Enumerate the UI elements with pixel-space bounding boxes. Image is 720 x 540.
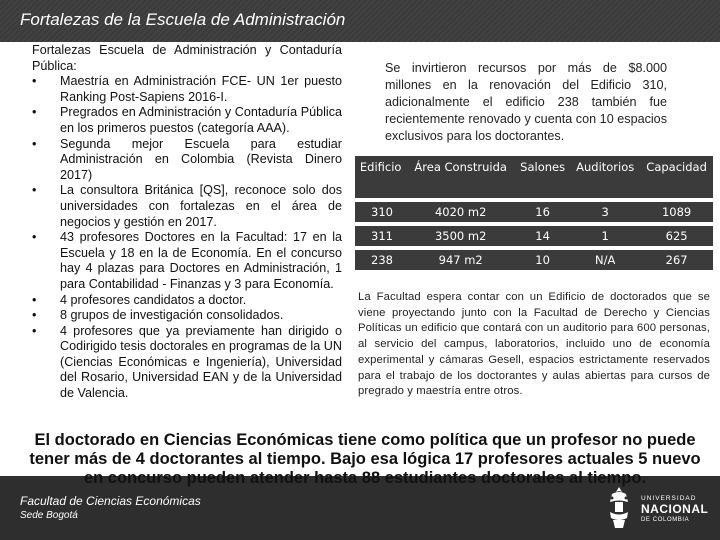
table-cell: 3 xyxy=(570,202,640,222)
policy-banner: El doctorado en Ciencias Económicas tiene como política que un profesor no puede tener más de 4 doctorantes al tiempo. Bajo esa lógica 17 profesores actuales 5 nuevo en concurso pueden atender hasta 88 estudiantes doctorales al tiempo. xyxy=(29,431,701,487)
university-seal-icon xyxy=(604,484,634,532)
bullet-icon: • xyxy=(32,323,37,338)
table-row xyxy=(355,226,713,246)
bullet-icon: • xyxy=(32,183,37,198)
bullet-icon: • xyxy=(32,308,37,323)
table-cell: 625 xyxy=(640,226,713,246)
table-cell: 238 xyxy=(355,250,406,270)
col-header-auditorios: Auditorios xyxy=(570,156,640,198)
bullet-icon: • xyxy=(32,74,37,89)
page-title: Fortalezas de la Escuela de Administración xyxy=(20,10,346,29)
strengths-list xyxy=(32,74,342,401)
table-cell: 10 xyxy=(515,250,570,270)
col-header-salones: Salones xyxy=(515,156,570,198)
list-item: • 4 profesores que ya previamente han dirigido o Codirigido tesis doctorales en programas de la UN (Ciencias Económicas e Ingeniería), Universidad del Rosario, Universidad EAN y de la Universidad de Valencia. xyxy=(32,323,342,401)
table-cell: N/A xyxy=(570,250,640,270)
faculty-name: Facultad de Ciencias Económicas xyxy=(20,494,201,508)
bullet-icon: • xyxy=(32,230,37,245)
list-item: • La consultora Británica [QS], reconoce solo dos universidades con fortalezas en el área de negocios y gestión en 2017. xyxy=(32,183,342,229)
col-header-edificio: Edificio xyxy=(355,156,406,198)
bullet-icon: • xyxy=(32,136,37,151)
list-item: • Pregrados en Administración y Contaduría Pública en los primeros puestos (categoría AAA). xyxy=(32,105,342,135)
list-item: • 4 profesores candidatos a doctor. xyxy=(32,292,247,307)
bullet-icon: • xyxy=(32,292,37,307)
col-header-capacidad: Capacidad xyxy=(640,156,713,198)
campus-name: Sede Bogotá xyxy=(20,510,78,521)
table-cell: 310 xyxy=(355,202,406,222)
list-item: • Maestría en Administración FCE- UN 1er puesto Ranking Post-Sapiens 2016-I. xyxy=(32,74,342,104)
table-cell: 1089 xyxy=(640,202,713,222)
table-cell: 311 xyxy=(355,226,406,246)
table-cell: 1 xyxy=(570,226,640,246)
strengths-column xyxy=(32,43,342,402)
bullet-icon: • xyxy=(32,105,37,120)
col-header-area: Área Construida xyxy=(406,156,515,198)
table-cell: 267 xyxy=(640,250,713,270)
investment-text: Se invirtieron recursos por más de $8.000 millones en la renovación del Edificio 310, adicionalmente el edificio 238 también fue recientemente renovado y cuenta con 10 espacios exclusivos para los doctorantes. xyxy=(385,61,667,143)
table-row xyxy=(355,250,713,270)
table-cell: 16 xyxy=(515,202,570,222)
title-bar xyxy=(0,0,720,42)
table-row xyxy=(355,202,713,222)
strengths-intro: Fortalezas Escuela de Administración y Contaduría Pública: xyxy=(32,43,342,73)
table-header-row xyxy=(355,156,713,198)
list-item: • 8 grupos de investigación consolidados. xyxy=(32,308,284,323)
list-item: • Segunda mejor Escuela para estudiar Administración en Colombia (Revista Dinero 2017) xyxy=(32,136,342,182)
table-cell: 3500 m2 xyxy=(406,226,515,246)
table-cell: 4020 m2 xyxy=(406,202,515,222)
table-cell: 947 m2 xyxy=(406,250,515,270)
list-item: • 43 profesores Doctores en la Facultad: 17 en la Escuela y 18 en la de Economía. En el concurso hay 4 plazas para Doctores en Administración, 1 para Contabilidad - Finanzas y 3 para Economía. xyxy=(32,230,342,291)
doctoral-building-text: La Facultad espera contar con un Edificio de doctorados que se viene proyectando junto con la Facultad de Derecho y Ciencias Políticas un edificio que contará con un auditorio para 600 personas, al servicio del campus, laboratorios, incluido uno de economía experimental y cámaras Gesell, espacios estrictamente reservados para el trabajo de los doctorantes y aulas abiertas para cursos de pregrado y maestría entre otros. xyxy=(358,291,710,398)
university-logo-text: UNIVERSIDAD NACIONAL DE COLOMBIA xyxy=(641,495,709,523)
table-cell: 14 xyxy=(515,226,570,246)
buildings-table xyxy=(355,152,713,274)
